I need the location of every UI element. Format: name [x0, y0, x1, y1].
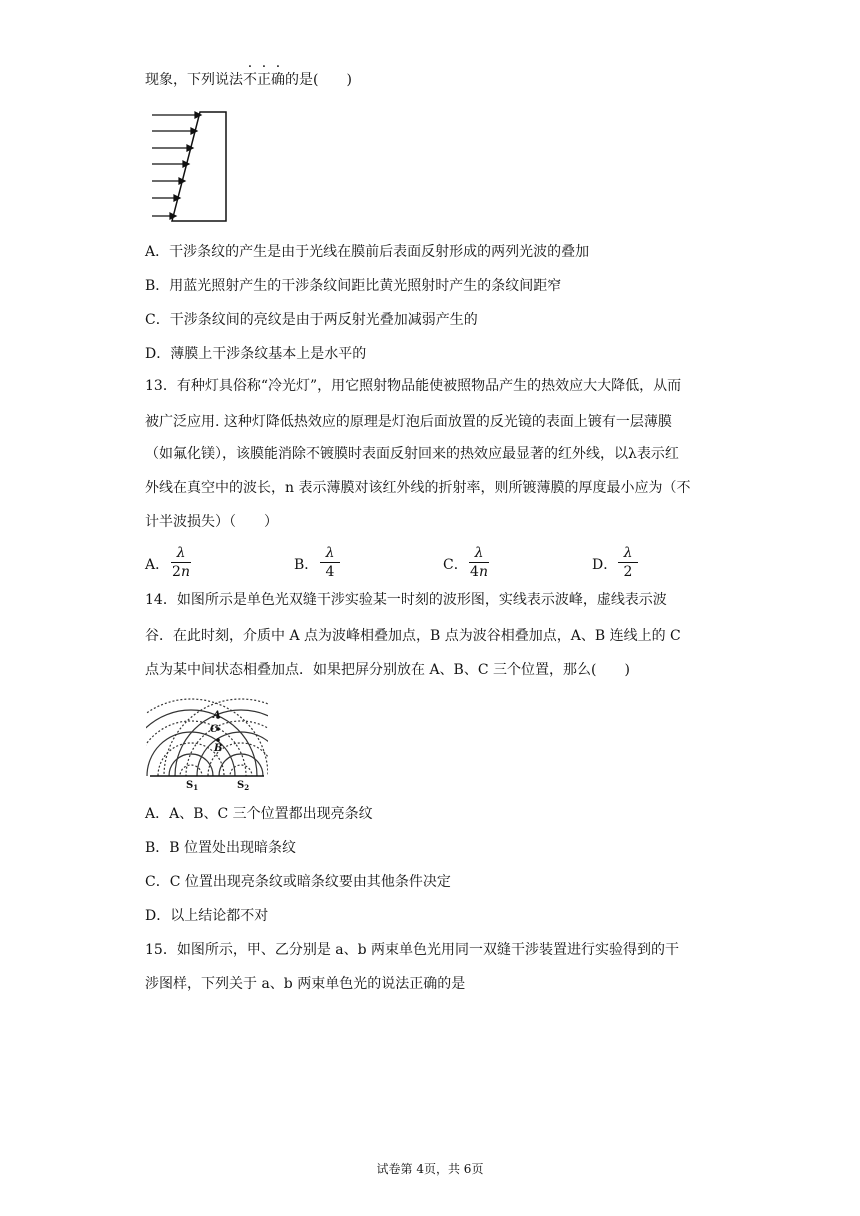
fraction: λ 4 [316, 545, 344, 580]
emphasis-char: 不 [243, 72, 257, 88]
fraction: λ 2n [172, 545, 190, 580]
q14-stem-line: 点为某中间状态相叠加点．如果把屏分别放在 A、B、C 三个位置，那么( ) [145, 662, 630, 678]
fraction: λ 2 [614, 545, 642, 580]
q14-option-b: B．B 位置处出现暗条纹 [145, 840, 297, 856]
q12-option-b: B．用蓝光照射产生的干涉条纹间距比黄光照射时产生的条纹间距窄 [145, 278, 562, 294]
slit-s2-label: $S_2$ [237, 780, 250, 792]
q13-stem-line: （如氟化镁），该膜能消除不镀膜时表面反射回来的热效应最显著的红外线，以λ表示红 [145, 446, 679, 462]
thin-film-wedge-figure [148, 106, 230, 226]
q12-option-c: C．干涉条纹间的亮纹是由于两反射光叠加减弱产生的 [145, 312, 478, 328]
page-footer: 试卷第 4页，共 6页 [376, 1162, 484, 1176]
q13-stem-line: 被广泛应用. 这种灯降低热效应的原理是灯泡后面放置的反光镜的表面上镀有一层薄膜 [145, 414, 672, 430]
q15-stem-line: 涉图样，下列关于 a、b 两束单色光的说法正确的是 [145, 976, 466, 992]
q12-option-d: D．薄膜上干涉条纹基本上是水平的 [145, 346, 367, 362]
q13-stem-line: 计半波损失）（ ） [145, 514, 278, 530]
point-a-label: A [213, 710, 221, 721]
fraction: λ 4n [470, 545, 488, 580]
point-c-label: C [210, 724, 218, 735]
q14-stem-line: 谷．在此时刻，介质中 A 点为波峰相叠加点，B 点为波谷相叠加点，A、B 连线上的 C [145, 628, 681, 644]
double-slit-wave-figure [146, 692, 268, 792]
q14-option-a: A．A、B、C 三个位置都出现亮条纹 [145, 806, 373, 822]
q14-option-d: D．以上结论都不对 [145, 908, 269, 924]
emphasis-char: 正 [257, 72, 271, 88]
q15-stem-line: 15．如图所示，甲、乙分别是 a、b 两束单色光用同一双缝干涉装置进行实验得到的干 [145, 942, 680, 958]
q13-stem-line: 13．有种灯具俗称“冷光灯”，用它照射物品能使被照物品产生的热效应大大降低，从而 [145, 378, 682, 394]
q12-stem-tail: 现象，下列说法不正确的是( ) [145, 72, 352, 88]
q14-option-c: C．C 位置出现亮条纹或暗条纹要由其他条件决定 [145, 874, 451, 890]
slit-s1-label: $S_1$ [186, 780, 199, 792]
point-b-label: B [214, 743, 223, 754]
q12-option-a: A．干涉条纹的产生是由于光线在膜前后表面反射形成的两列光波的叠加 [145, 244, 590, 260]
emphasis-char: 确 [271, 72, 285, 88]
q14-stem-line: 14．如图所示是单色光双缝干涉实验某一时刻的波形图，实线表示波峰，虚线表示波 [145, 592, 667, 608]
q13-stem-line: 外线在真空中的波长，n 表示薄膜对该红外线的折射率，则所镀薄膜的厚度最小应为（不 [145, 480, 691, 496]
